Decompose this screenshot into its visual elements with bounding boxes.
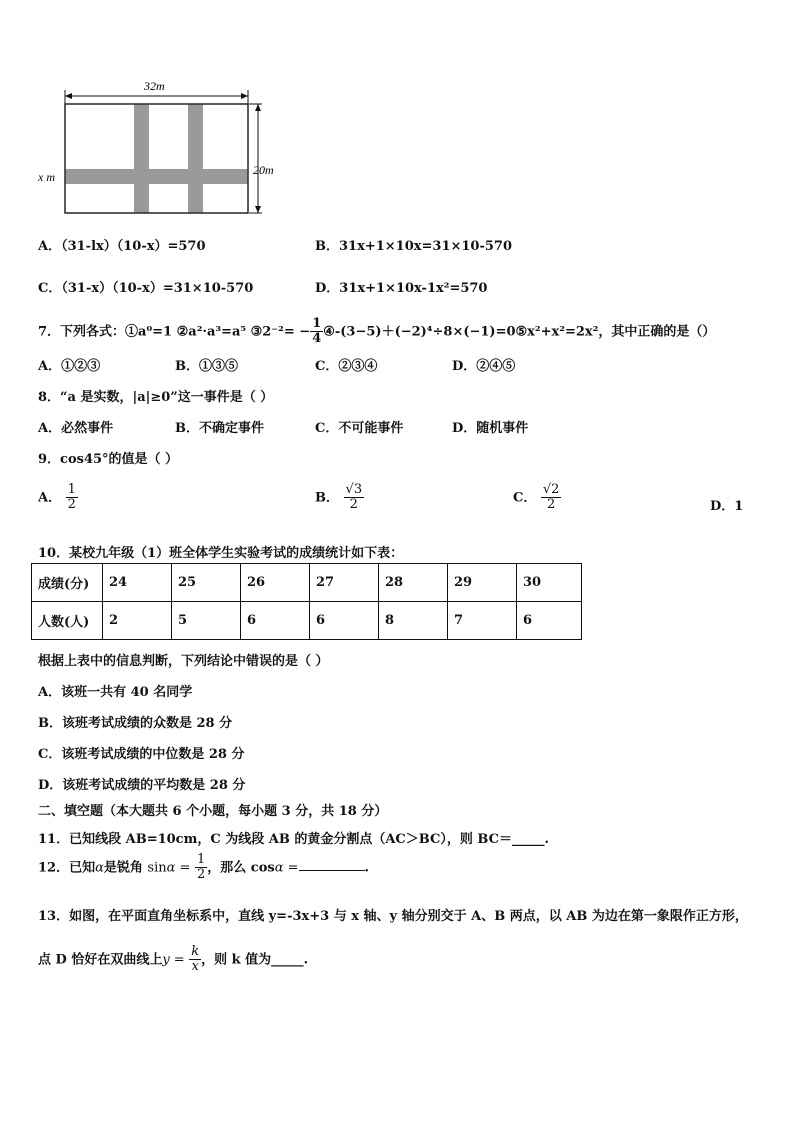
- q7-option-b: B．①③⑤: [175, 359, 238, 374]
- table-row-counts: [32, 602, 582, 640]
- q12-sin-alpha: α =: [166, 860, 191, 876]
- q9-c-den: 2: [547, 497, 556, 513]
- q9-option-a: [38, 483, 78, 513]
- table-cell: 6: [310, 602, 379, 640]
- q6-option-b: B．31x+1×10x=31×10-570: [315, 239, 512, 254]
- q12-text-e: .: [364, 860, 370, 876]
- q9-option-c-fraction: [541, 483, 562, 513]
- q12-fraction-num: 1: [196, 852, 206, 867]
- q7-item-4: ④-(3−5)＋(−2)⁴÷8×(−1)=0: [323, 324, 516, 340]
- section-heading: 二、填空题（本大题共 6 个小题，每小题 3 分，共 18 分）: [38, 804, 388, 819]
- q12-cos-alpha: α =: [274, 860, 299, 876]
- q9-option-b-label: B．: [315, 490, 339, 506]
- q10-option-a: A．该班一共有 40 名同学: [38, 685, 193, 700]
- q10-option-d: D．该班考试成绩的平均数是 28 分: [38, 778, 246, 793]
- q8-option-c: C．不可能事件: [315, 421, 404, 436]
- q13-line-1: 13．如图，在平面直角坐标系中，直线 y=-3x+3 与 x 轴、y 轴分别交于 A、B 两点，以 AB 为边在第一象限作正方形，: [38, 909, 748, 924]
- q13-fraction-den: x: [191, 959, 199, 975]
- q9-option-b-fraction: [344, 483, 365, 513]
- table-cell: 27: [310, 564, 379, 602]
- table-cell: 6: [517, 602, 582, 640]
- q7-stem: [38, 317, 715, 347]
- q7-item-1: ①a⁰=1: [125, 324, 173, 340]
- table-header-count: 人数(人): [32, 602, 103, 640]
- q12-alpha: α: [95, 860, 104, 876]
- table-cell: 6: [241, 602, 310, 640]
- table-cell: 30: [517, 564, 582, 602]
- table-cell: 7: [448, 602, 517, 640]
- q8-stem: 8．“a 是实数，|a|≥0”这一事件是（ ）: [38, 390, 274, 405]
- q10-question: 根据上表中的信息判断，下列结论中错误的是（ ）: [38, 654, 329, 669]
- q9-option-c: [513, 483, 561, 513]
- q9-stem: 9．cos45°的值是（ ）: [38, 452, 179, 467]
- q9-a-num: 1: [67, 482, 76, 497]
- table-cell: 29: [448, 564, 517, 602]
- q12-text-a: 12．已知: [38, 860, 96, 876]
- q9-option-d: D．1: [710, 499, 744, 514]
- q8-option-a: A．必然事件: [38, 421, 114, 436]
- q12-fraction-den: 2: [196, 867, 206, 883]
- height-label: 20m: [253, 163, 274, 177]
- q7-prefix: 7．下列各式：: [38, 324, 126, 340]
- q12-fraction: [195, 853, 207, 883]
- q13-fraction: [189, 945, 201, 975]
- q10-option-b: B．该班考试成绩的众数是 28 分: [38, 716, 233, 731]
- q9-c-num: √2: [542, 482, 560, 497]
- q12-answer-blank: [299, 858, 365, 871]
- q9-b-den: 2: [349, 497, 358, 513]
- q7-option-a: A．①②③: [38, 359, 101, 374]
- q7-fraction-num: 1: [312, 316, 322, 331]
- q7-fraction: [310, 317, 323, 347]
- q7-option-d: D．②④⑤: [452, 359, 516, 374]
- q12-text-c: ，那么 cos: [207, 860, 275, 876]
- q13-y-eq: y =: [162, 952, 185, 968]
- road-width-label: x m: [38, 170, 55, 184]
- q13-text-b: ，则 k 值为_____.: [201, 952, 309, 968]
- table-row-scores: [32, 564, 582, 602]
- table-cell: 8: [379, 602, 448, 640]
- q9-option-b: [315, 483, 364, 513]
- table-cell: 5: [172, 602, 241, 640]
- table-cell: 25: [172, 564, 241, 602]
- q7-option-c: C．②③④: [315, 359, 378, 374]
- q13-text-a: 点 D 恰好在双曲线上: [38, 952, 163, 968]
- q10-option-c: C．该班考试成绩的中位数是 28 分: [38, 747, 245, 762]
- q6-option-c: C．（31-x）（10-x）=31×10-570: [38, 281, 254, 296]
- score-table: [31, 563, 582, 640]
- q9-option-a-label: A．: [38, 490, 62, 506]
- q8-option-d: D．随机事件: [452, 421, 529, 436]
- q12-stem: [38, 853, 369, 883]
- q9-option-c-label: C．: [513, 490, 537, 506]
- q7-item-2: ②a²·a³=a⁵: [176, 324, 247, 340]
- table-header-score: 成绩(分): [32, 564, 103, 602]
- q9-a-den: 2: [67, 497, 76, 513]
- table-cell: 26: [241, 564, 310, 602]
- q10-stem: 10．某校九年级（1）班全体学生实验考试的成绩统计如下表：: [38, 546, 404, 561]
- q6-option-d: D．31x+1×10x-1x²=570: [315, 281, 488, 296]
- q8-option-b: B．不确定事件: [175, 421, 264, 436]
- q6-option-a: A．（31-lx）（10-x）=570: [38, 239, 206, 254]
- q7-item-3: ③2⁻²= −: [250, 324, 311, 340]
- table-cell: 24: [103, 564, 172, 602]
- q7-fraction-den: 4: [312, 331, 322, 347]
- q7-item-5: ⑤x²+x²=2x²，其中正确的是（）: [515, 324, 716, 340]
- q11-stem: 11．已知线段 AB=10cm，C 为线段 AB 的黄金分割点（AC＞BC），则 BC＝_____.: [38, 832, 549, 847]
- q13-line-2: [38, 945, 308, 975]
- q13-fraction-num: k: [191, 944, 200, 959]
- width-label: 32m: [144, 79, 165, 93]
- road-figure: [36, 76, 286, 221]
- q9-b-num: √3: [345, 482, 363, 497]
- q9-option-a-fraction: [66, 483, 78, 513]
- q12-text-b: 是锐角: [103, 860, 143, 876]
- table-cell: 28: [379, 564, 448, 602]
- q12-sin: sin: [147, 860, 167, 876]
- table-cell: 2: [103, 602, 172, 640]
